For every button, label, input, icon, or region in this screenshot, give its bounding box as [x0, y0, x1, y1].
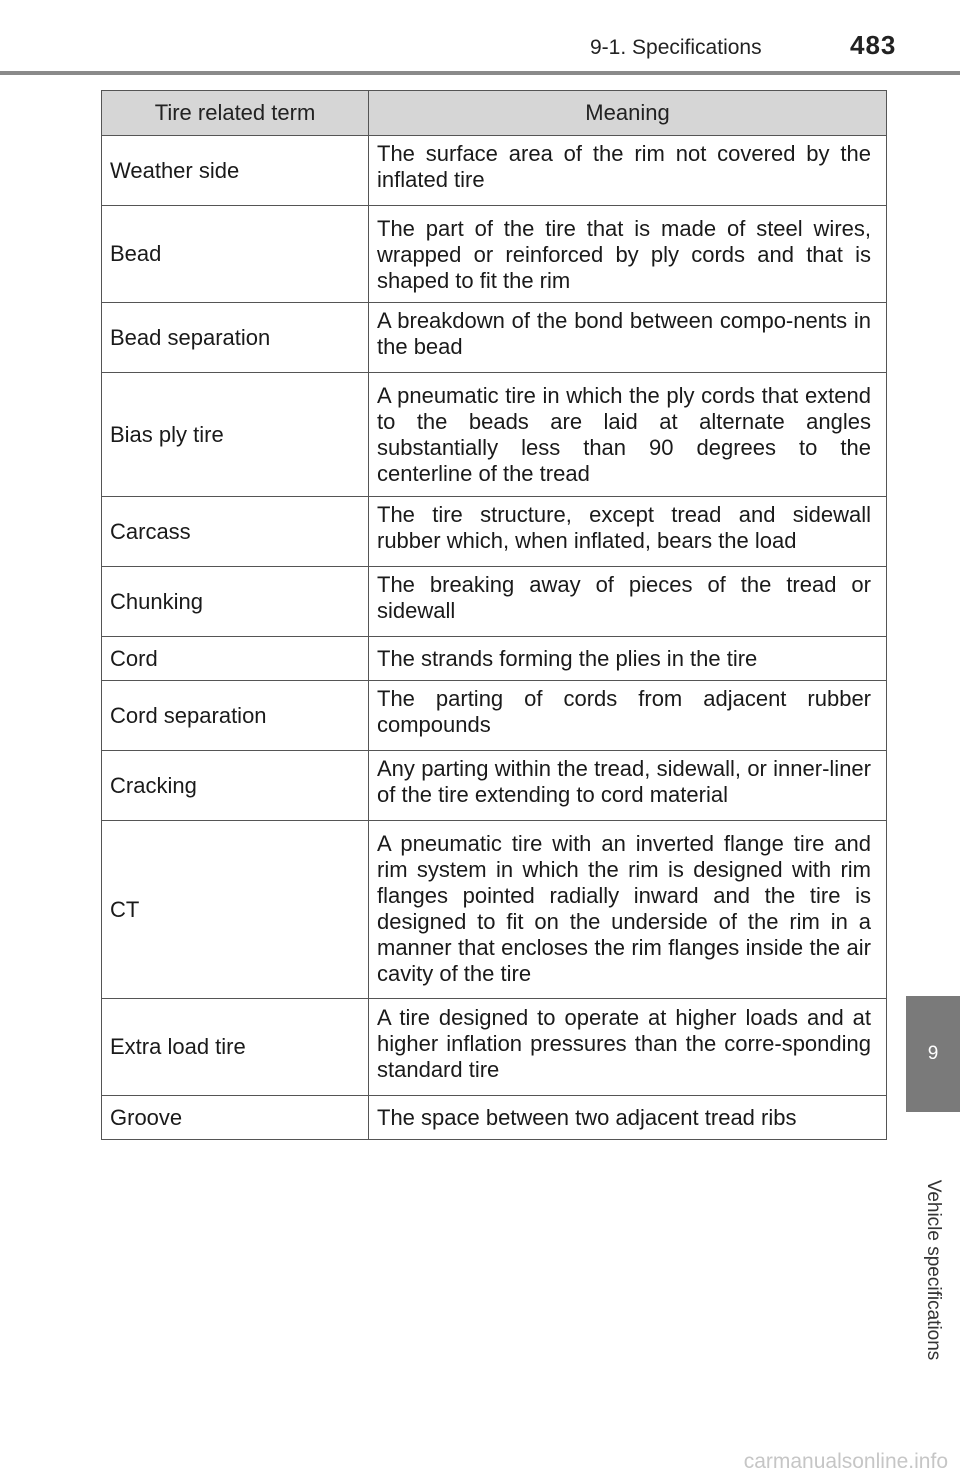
- meaning-cell: A pneumatic tire in which the ply cords that extend to the beads are laid at alternate angles substantially less than 90 degrees to the centerline of the tread: [369, 373, 887, 497]
- column-header-meaning: Meaning: [369, 91, 887, 136]
- meaning-cell: The strands forming the plies in the tire: [369, 637, 887, 681]
- meaning-cell: The part of the tire that is made of steel wires, wrapped or reinforced by ply cords and that is shaped to fit the rim: [369, 206, 887, 303]
- term-cell: Cracking: [102, 751, 369, 821]
- term-cell: Chunking: [102, 567, 369, 637]
- table-row: [102, 373, 887, 497]
- section-title: 9-1. Specifications: [590, 36, 762, 59]
- term-cell: Cord: [102, 637, 369, 681]
- meaning-cell: A breakdown of the bond between compo-nents in the bead: [369, 303, 887, 373]
- meaning-cell: A pneumatic tire with an inverted flange tire and rim system in which the rim is designed with rim flanges pointed radially inward and the tire is designed to fit on the underside of the rim in a manner that encloses the rim flanges inside the air cavity of the tire: [369, 821, 887, 999]
- term-cell: Extra load tire: [102, 999, 369, 1096]
- table-row: [102, 821, 887, 999]
- table-row: [102, 136, 887, 206]
- term-cell: CT: [102, 821, 369, 999]
- meaning-cell: The parting of cords from adjacent rubber compounds: [369, 681, 887, 751]
- tire-terms-table: [101, 90, 887, 1140]
- table-row: [102, 1096, 887, 1140]
- term-cell: Cord separation: [102, 681, 369, 751]
- term-cell: Weather side: [102, 136, 369, 206]
- meaning-cell: The space between two adjacent tread ribs: [369, 1096, 887, 1140]
- table-row: [102, 206, 887, 303]
- table-row: [102, 303, 887, 373]
- watermark: carmanualsonline.info: [743, 1450, 948, 1473]
- table-row: [102, 751, 887, 821]
- meaning-cell: The breaking away of pieces of the tread or sidewall: [369, 567, 887, 637]
- term-cell: Bead: [102, 206, 369, 303]
- chapter-title: Vehicle specifications: [923, 1179, 944, 1361]
- table-row: [102, 681, 887, 751]
- chapter-tab: [906, 996, 960, 1112]
- page-number: 483: [850, 30, 897, 60]
- meaning-cell: A tire designed to operate at higher loads and at higher inflation pressures than the corre-sponding standard tire: [369, 999, 887, 1096]
- chapter-number: 9: [927, 1043, 939, 1064]
- table-header-row: [102, 91, 887, 136]
- table-row: [102, 567, 887, 637]
- meaning-cell: The surface area of the rim not covered by the inflated tire: [369, 136, 887, 206]
- meaning-cell: The tire structure, except tread and sidewall rubber which, when inflated, bears the load: [369, 497, 887, 567]
- table-row: [102, 497, 887, 567]
- column-header-term: Tire related term: [102, 91, 369, 136]
- table-row: [102, 637, 887, 681]
- term-cell: Carcass: [102, 497, 369, 567]
- meaning-cell: Any parting within the tread, sidewall, or inner-liner of the tire extending to cord material: [369, 751, 887, 821]
- table-row: [102, 999, 887, 1096]
- term-cell: Bead separation: [102, 303, 369, 373]
- term-cell: Bias ply tire: [102, 373, 369, 497]
- header-divider: [0, 71, 960, 75]
- term-cell: Groove: [102, 1096, 369, 1140]
